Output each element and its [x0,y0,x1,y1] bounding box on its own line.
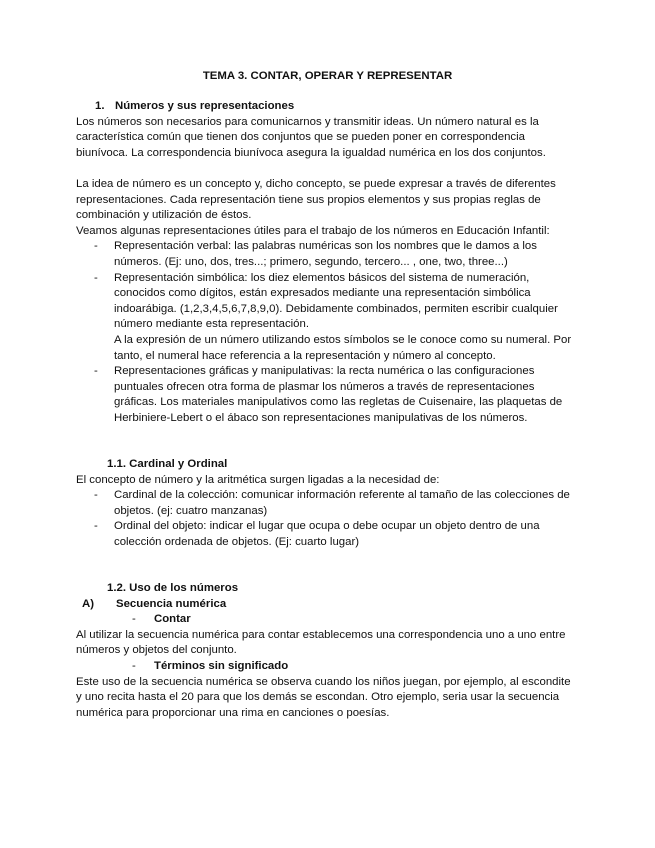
contar-title: Contar [154,613,191,626]
representations-list [76,239,574,426]
section-1-heading-text: Números y sus representaciones [115,100,295,112]
list-item [76,239,574,270]
list-bullet: - [94,489,98,502]
list-item [76,488,574,519]
list-item-text: Representación simbólica: los diez elementos básicos del sistema de numeración, conocidos como dígitos, están expresados mediante una representación simbólica indoarábiga. (1,2,3,4,5,6,7,8,9,0). Debidamente combinados, permiten escribir cualquier número mediante esta representación. [114,271,558,331]
section-1-paragraph-2: La idea de número es un concepto y, dicho concepto, se puede expresar a través de diferentes representaciones. Cada representación tiene sus propios elementos y sus propias reglas de combinación y utilización de éstos. [76,177,556,222]
section-1-number: 1. [95,100,105,112]
list-item-text: Ordinal del objeto: indicar el lugar que ocupa o debe ocupar un objeto dentro de una colección ordenada de objetos. (Ej: cuarto lugar) [114,520,540,548]
list-bullet: - [94,271,98,284]
section-1-2-heading: 1.2. Uso de los números [107,582,239,594]
cardinal-ordinal-list [76,488,574,550]
subsection-a-heading [76,597,574,613]
list-item [76,271,574,365]
section-1-heading [76,99,574,115]
contar-bullet: - [132,613,136,626]
terminos-heading [76,659,574,675]
list-item [76,364,574,426]
terminos-bullet: - [132,659,136,672]
contar-heading [76,612,574,628]
document-title: TEMA 3. CONTAR, OPERAR Y REPRESENTAR [202,70,453,82]
list-item-text: Cardinal de la colección: comunicar información referente al tamaño de las colecciones de objetos. (ej: cuatro manzanas) [114,489,570,517]
section-1-1 [76,457,574,551]
contar-paragraph: Al utilizar la secuencia numérica para contar establecemos una correspondencia uno a uno entre números y objetos del conjunto. [76,628,566,657]
subsection-a-title: Secuencia numérica [116,597,227,610]
list-item-continuation: A la expresión de un número utilizando estos símbolos se le conoce como su numeral. Por tanto, el numeral hace referencia a la representación y número al concepto. [114,333,572,362]
terminos-paragraph: Este uso de la secuencia numérica se observa cuando los niños juegan, por ejemplo, al escondite y uno recita hasta el 20 para que los demás se escondan. Otro ejemplo, seria usar la secuencia numérica para proporcionar una rima en canciones o poesías. [76,675,571,719]
section-1-2 [76,581,574,721]
section-1-paragraph-3: Veamos algunas representaciones útiles para el trabajo de los números en Educación Infantil: [76,224,550,237]
list-bullet: - [94,520,98,533]
list-bullet: - [94,240,98,253]
list-item [76,519,574,550]
terminos-title: Términos sin significado [154,659,289,672]
section-1-1-paragraph: El concepto de número y la aritmética surgen ligadas a la necesidad de: [76,473,440,486]
section-1-1-heading: 1.1. Cardinal y Ordinal [107,458,228,470]
list-item-text: Representación verbal: las palabras numéricas son los nombres que le damos a los números. (Ej: uno, dos, tres...; primero, segundo, tercero... , one, two, three...) [114,240,537,268]
list-item-text: Representaciones gráficas y manipulativas: la recta numérica o las configuraciones puntuales ofrecen otra forma de plasmar los números a través de representaciones gráficas. Los materiales manipulativos como las regletas de Cuisenaire, las plaquetas de Herbiniere-Lebert o el ábaco son representaciones manipulativas de los números. [114,365,563,424]
subsection-a-number: A) [82,597,95,610]
section-1 [76,99,574,426]
section-1-paragraph-1: Los números son necesarios para comunicarnos y transmitir ideas. Un número natural es la característica común que tienen dos conjuntos que se pueden poner en correspondencia biunívoca. La correspondencia biunívoca asegura la igualdad numérica en los dos conjuntos. [76,115,546,159]
list-bullet: - [94,365,98,378]
